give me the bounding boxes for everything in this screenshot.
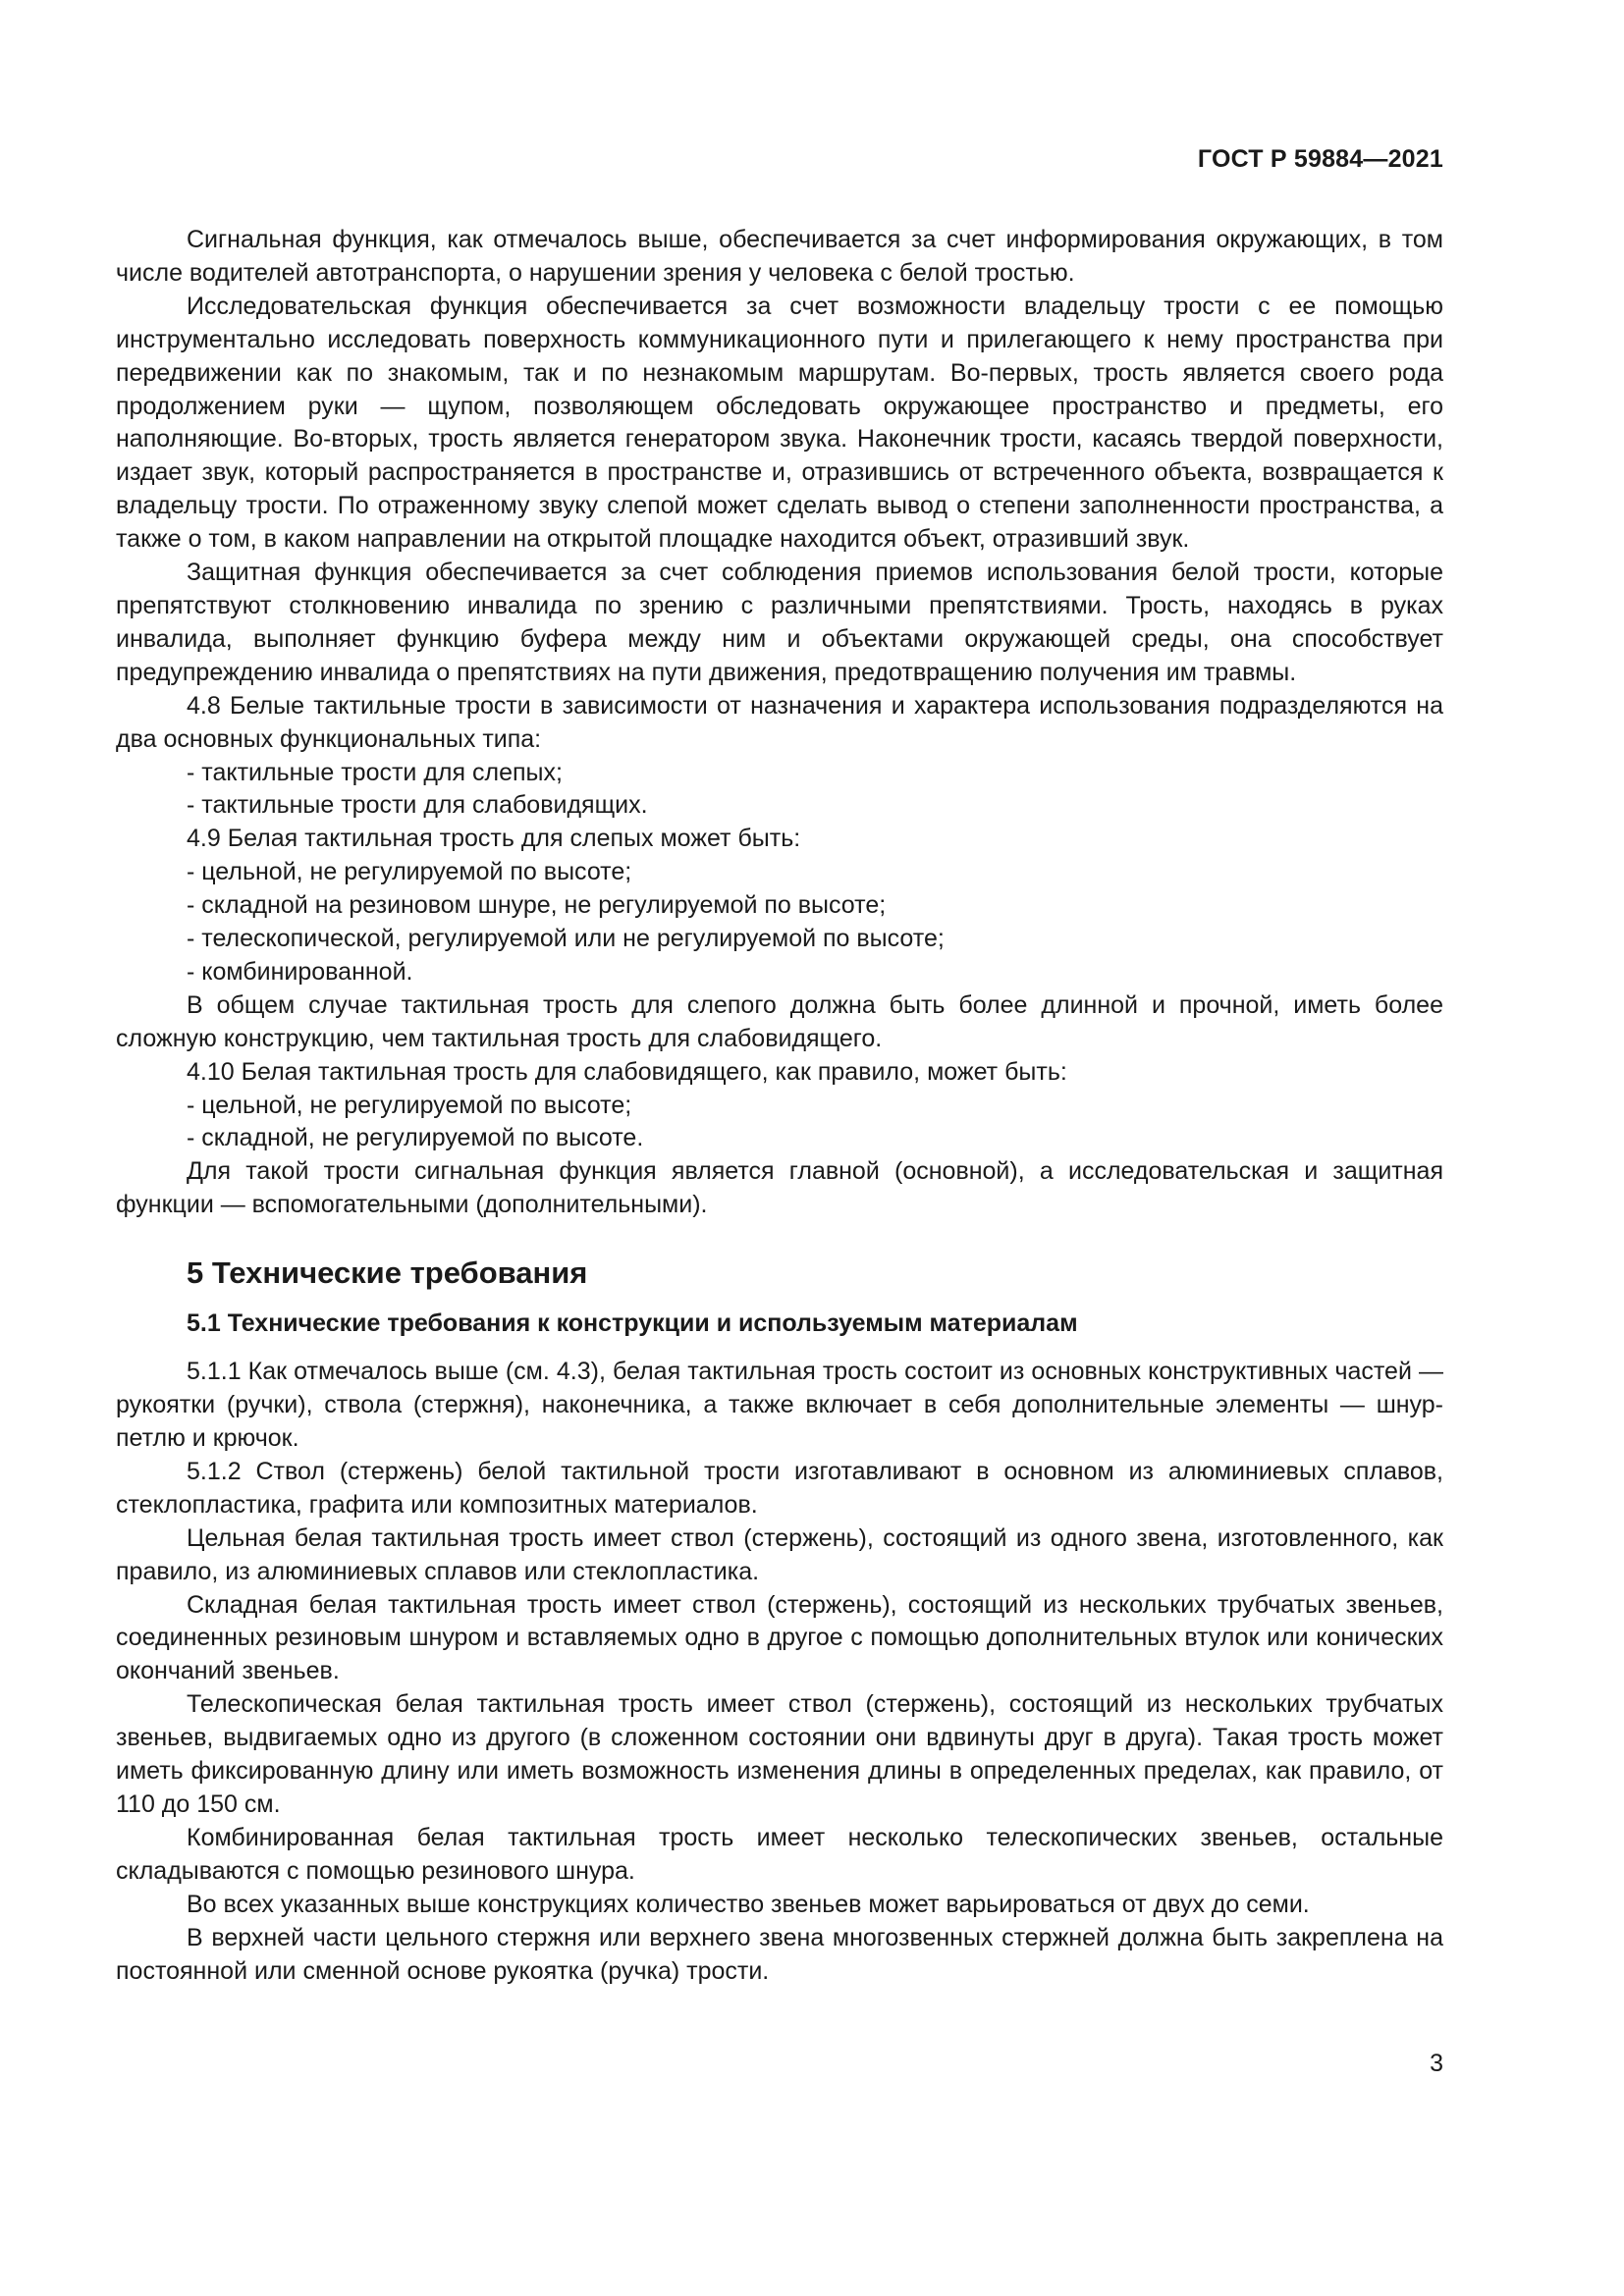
list-item: - тактильные трости для слабовидящих. — [187, 791, 648, 820]
subsection-heading-5-1: 5.1 Технические требования к конструкции и используемым материалам — [187, 1309, 1078, 1338]
document-id-header: ГОСТ Р 59884—2021 — [1197, 145, 1443, 173]
paragraph-5-1-1: 5.1.1 Как отмечалось выше (см. 4.3), белая тактильная трость состоит из основных конструктивных частей — рукоятки (ручки), ствола (стержня), наконечника, а также включает в себя дополнительные элементы — шнур-петлю и крючок. — [116, 1358, 1443, 1452]
page-number: 3 — [1430, 2050, 1443, 2077]
paragraph-solid-cane: Цельная белая тактильная трость имеет ствол (стержень), состоящий из одного звена, изготовленного, как правило, из алюминиевых сплавов или стеклопластика. — [116, 1523, 1443, 1585]
list-item: - складной, не регулируемой по высоте. — [187, 1124, 644, 1152]
paragraph-general-case: В общем случае тактильная трость для слепого должна быть более длинной и прочной, иметь более сложную конструкцию, чем тактильная трость для слабовидящего. — [116, 990, 1443, 1052]
paragraph-segment-count: Во всех указанных выше конструкциях количество звеньев может варьироваться от двух до семи. — [187, 1890, 1310, 1918]
paragraph-folding-cane: Складная белая тактильная трость имеет ствол (стержень), состоящий из нескольких трубчатых звеньев, соединенных резиновым шнуром и вставляемых одно в другое с помощью дополнительных втулок или конических окончаний звеньев. — [116, 1590, 1443, 1685]
section-heading-5: 5 Технические требования — [187, 1255, 588, 1291]
list-item: - цельной, не регулируемой по высоте; — [187, 1091, 632, 1119]
document-body — [116, 224, 1443, 1988]
paragraph-4-8: 4.8 Белые тактильные трости в зависимости от назначения и характера использования подразделяются на два основных функциональных типа: — [116, 691, 1443, 753]
list-item: - тактильные трости для слепых; — [187, 758, 563, 786]
paragraph-protective-function: Защитная функция обеспечивается за счет соблюдения приемов использования белой трости, которые препятствуют столкновению инвалида по зрению с различными препятствиями. Трость, находясь в руках инвалида, выполняет функцию буфера между ним и объектами окружающей среды, она способствует предупреждению инвалида о препятствиях на пути движения, предотвращению получения им травмы. — [116, 559, 1443, 686]
document-page — [116, 0, 1443, 2296]
list-item: - телескопической, регулируемой или не регулируемой по высоте; — [187, 925, 945, 953]
paragraph-4-9: 4.9 Белая тактильная трость для слепых может быть: — [187, 825, 801, 853]
paragraph-combined-cane: Комбинированная белая тактильная трость имеет несколько телескопических звеньев, остальные складываются с помощью резинового шнура. — [116, 1823, 1443, 1885]
list-item: - складной на резиновом шнуре, не регулируемой по высоте; — [187, 891, 887, 920]
paragraph-signal-function: Сигнальная функция, как отмечалось выше, обеспечивается за счет информирования окружающих, в том числе водителей автотранспорта, о нарушении зрения у человека с белой тростью. — [116, 226, 1443, 287]
paragraph-research-function: Исследовательская функция обеспечивается за счет возможности владельцу трости с ее помощью инструментально исследовать поверхность коммуникационного пути и прилегающего к нему пространства при передвижении как по знакомым, так и по незнакомым маршрутам. Во-первых, трость является своего рода продолжением руки — щупом, позволяющем обследовать окружающее пространство и предметы, его наполняющие. Во-вторых, трость является генератором звука. Наконечник трости, касаясь твердой поверхности, издает звук, который распространяется в пространстве и, отразившись от встреченного объекта, возвращается к владельцу трости. По отраженному звуку слепой может сделать вывод о степени заполненности пространства, а также о том, в каком направлении на открытой площадке находится объект, отразивший звук. — [116, 292, 1443, 554]
paragraph-5-1-2: 5.1.2 Ствол (стержень) белой тактильной трости изготавливают в основном из алюминиевых сплавов, стеклопластика, графита или композитных материалов. — [116, 1457, 1443, 1519]
list-item: - комбинированной. — [187, 957, 413, 986]
paragraph-signal-main: Для такой трости сигнальная функция является главной (основной), а исследовательская и защитная функции — вспомогательными (дополнительными). — [116, 1157, 1443, 1219]
paragraph-telescopic-cane: Телескопическая белая тактильная трость имеет ствол (стержень), состоящий из нескольких трубчатых звеньев, выдвигаемых одно из другого (в сложенном состоянии они вдвинуты друг в друга). Такая трость может иметь фиксированную длину или иметь возможность изменения длины в определенных пределах, как правило, от 110 до 150 см. — [116, 1690, 1443, 1818]
paragraph-4-10: 4.10 Белая тактильная трость для слабовидящего, как правило, может быть: — [187, 1057, 1067, 1086]
paragraph-handle-mount: В верхней части цельного стержня или верхнего звена многозвенных стержней должна быть закреплена на постоянной или сменной основе рукоятка (ручка) трости. — [116, 1923, 1443, 1985]
list-item: - цельной, не регулируемой по высоте; — [187, 858, 632, 886]
